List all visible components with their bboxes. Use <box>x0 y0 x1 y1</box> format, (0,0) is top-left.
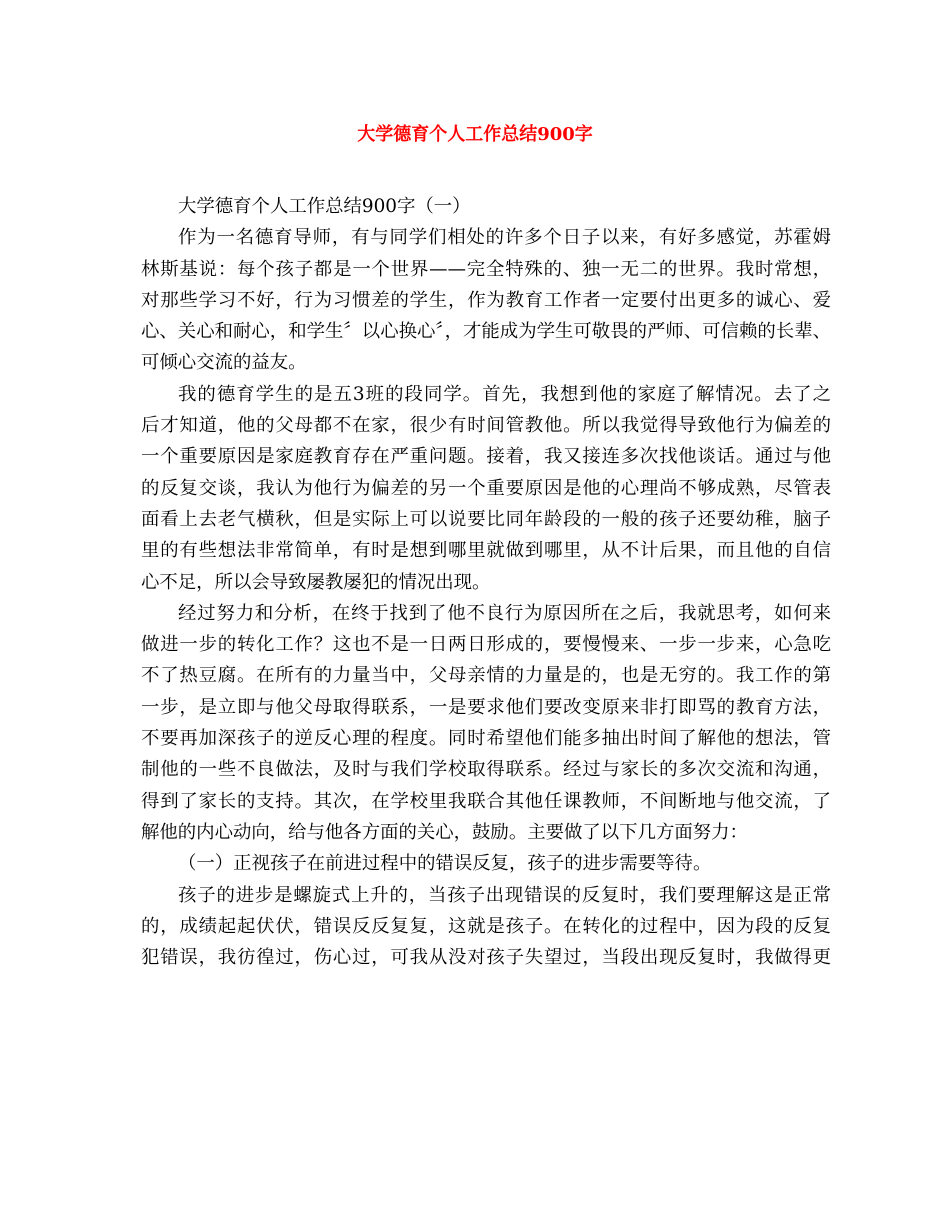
body-line: 经过努力和分析，在终于找到了他不良行为原因所在之后，我就思考，如何来 <box>178 602 831 624</box>
body-line: 做进一步的转化工作？这也不是一日两日形成的，要慢慢来、一步一步来，心急吃 <box>141 634 831 656</box>
body-line: 孩子的进步是螺旋式上升的，当孩子出现错误的反复时，我们要理解这是正常 <box>178 884 831 906</box>
body-line: 心、关心和耐心，和学生〞以心换心〞，才能成为学生可敬畏的严师、可信赖的长辈、 <box>141 321 831 343</box>
body-line: 的，成绩起起伏伏，错误反反复复，这就是孩子。在转化的过程中，因为段的反复 <box>141 915 831 937</box>
body-line: 心不足，所以会导致屡教屡犯的情况出现。 <box>141 571 491 593</box>
body-line: 犯错误，我彷徨过，伤心过，可我从没对孩子失望过，当段出现反复时，我做得更 <box>141 947 831 969</box>
body-line: 一个重要原因是家庭教育存在严重问题。接着，我又接连多次找他谈话。通过与他 <box>141 446 831 468</box>
body-line: 一步，是立即与他父母取得联系，一是要求他们要改变原来非打即骂的教育方法， <box>141 696 831 718</box>
body-line: 不要再加深孩子的逆反心理的程度。同时希望他们能多抽出时间了解他的想法，管 <box>141 728 831 750</box>
body-line: 里的有些想法非常简单，有时是想到哪里就做到哪里，从不计后果，而且他的自信 <box>141 540 831 562</box>
body-line: 作为一名德育导师，有与同学们相处的许多个日子以来，有好多感觉，苏霍姆 <box>178 227 831 249</box>
document-title: 大学德育个人工作总结900字 <box>357 124 593 145</box>
body-line: 可倾心交流的益友。 <box>141 352 307 374</box>
body-line: 的反复交谈，我认为他行为偏差的另一个重要原因是他的心理尚不够成熟，尽管表 <box>141 477 831 499</box>
body-line: 对那些学习不好，行为习惯差的学生，作为教育工作者一定要付出更多的诚心、爱 <box>141 289 831 311</box>
body-line: 不了热豆腐。在所有的力量当中，父母亲情的力量是的，也是无穷的。我工作的第 <box>141 665 831 687</box>
document-body <box>141 191 831 973</box>
body-line: 林斯基说：每个孩子都是一个世界——完全特殊的、独一无二的世界。我时常想， <box>141 258 831 280</box>
body-line: 我的德育学生的是五3班的段同学。首先，我想到他的家庭了解情况。去了之 <box>178 383 831 405</box>
body-line: 后才知道，他的父母都不在家，很少有时间管教他。所以我觉得导致他行为偏差的 <box>141 415 831 437</box>
body-line: 大学德育个人工作总结900字（一） <box>178 196 471 217</box>
body-line: 制他的一些不良做法，及时与我们学校取得联系。经过与家长的多次交流和沟通， <box>141 759 831 781</box>
body-line: 面看上去老气横秋，但是实际上可以说要比同年龄段的一般的孩子还要幼稚，脑子 <box>141 508 831 530</box>
body-line: （一）正视孩子在前进过程中的错误反复，孩子的进步需要等待。 <box>178 853 712 875</box>
body-line: 得到了家长的支持。其次，在学校里我联合其他任课教师，不间断地与他交流，了 <box>141 790 831 812</box>
body-line: 解他的内心动向，给与他各方面的关心，鼓励。主要做了以下几方面努力： <box>141 821 748 843</box>
